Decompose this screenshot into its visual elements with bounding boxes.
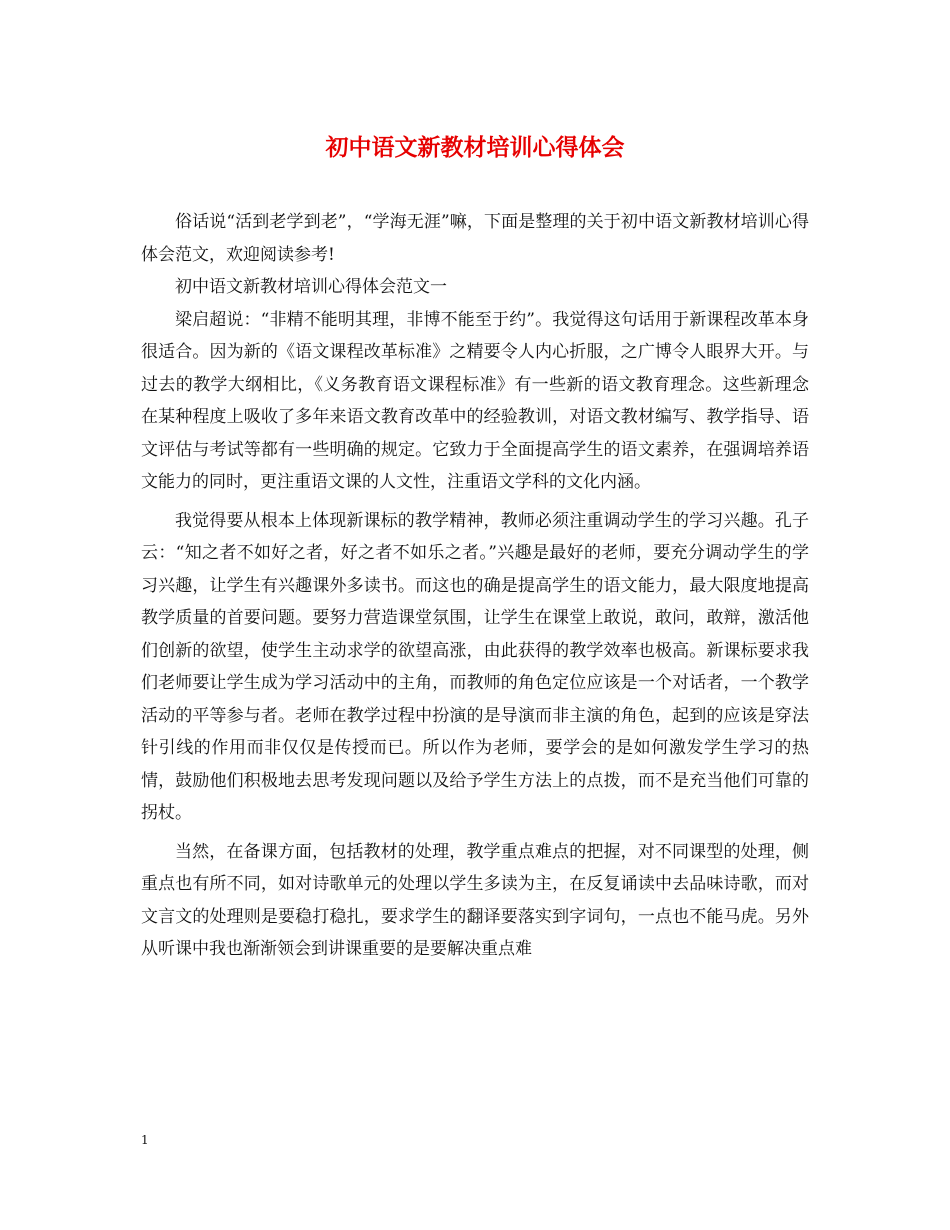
body-paragraph: 当然，在备课方面，包括教材的处理，教学重点难点的把握，对不同课型的处理，侧重点也有所不同，如对诗歌单元的处理以学生多读为主，在反复诵读中去品味诗歌，而对文言文的处理则是要稳打稳扎，要求学生的翻译要落实到字词句，一点也不能马虎。另外从听课中我也渐渐领会到讲课重要的是要解决重点难: [141, 841, 809, 959]
body-paragraph: 我觉得要从根本上体现新课标的教学精神，教师必须注重调动学生的学习兴趣。孔子云：“知之者不如好之者，好之者不如乐之者。”兴趣是最好的老师，要充分调动学生的学习兴趣，让学生有兴趣课外多读书。而这也的确是提高学生的语文能力，最大限度地提高教学质量的首要问题。要努力营造课堂氛围，让学生在课堂上敢说，敢问，敢辩，激活他们创新的欲望，使学生主动求学的欲望高涨，由此获得的教学效率也极高。新课标要求我们老师要让学生成为学习活动中的主角，而教师的角色定位应该是一个对话者，一个教学活动的平等参与者。老师在教学过程中扮演的是导演而非主演的角色，起到的应该是穿法针引线的作用而非仅仅是传授而已。所以作为老师，要学会的是如何激发学生学习的热情，鼓励他们积极地去思考发现问题以及给予学生方法上的点拨，而不是充当他们可靠的拐杖。: [141, 510, 809, 823]
page-number: 1: [141, 1133, 149, 1147]
document-body: [141, 206, 809, 966]
section-heading: 初中语文新教材培训心得体会范文一: [175, 277, 447, 297]
intro-paragraph: 俗话说“活到老学到老”，“学海无涯”嘛，下面是整理的关于初中语文新教材培训心得体会范文，欢迎阅读参考!: [141, 212, 809, 265]
document-title: 初中语文新教材培训心得体会: [325, 134, 625, 161]
body-paragraph: 梁启超说：“非精不能明其理，非博不能至于约”。我觉得这句话用于新课程改革本身很适合。因为新的《语文课程改革标准》之精要令人内心折服，之广博令人眼界大开。与过去的教学大纲相比，《义务教育语文课程标准》有一些新的语文教育理念。这些新理念在某种程度上吸收了多年来语文教育改革中的经验教训，对语文教材编写、教学指导、语文评估与考试等都有一些明确的规定。它致力于全面提高学生的语文素养，在强调培养语文能力的同时，更注重语文课的人文性，注重语文学科的文化内涵。: [141, 309, 809, 492]
